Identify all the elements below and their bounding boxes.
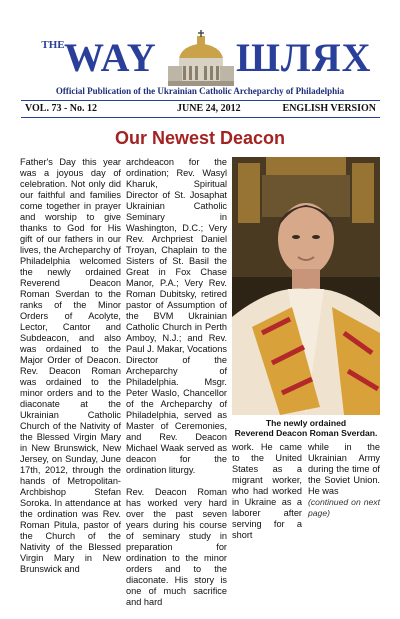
caption-line: Reverend Deacon Roman Sverdan. <box>234 428 378 438</box>
article-headline: Our Newest Deacon <box>114 128 286 148</box>
edition-version: ENGLISH VERSION <box>282 103 376 114</box>
article-paragraph: archdeacon for the ordination; Rev. Wasyl Kharuk, Spiritual Director of St. Josaphat Ukrainian Catholic Seminary in Washington, D.C.; Very Rev. Archpriest Daniel Troyan, Chaplain to the Sisters of St. Basil the Great in Fox Chase Manor, P.A.; Very Rev. Roman Dubitsky, retired pastor of Assumption of the BVM Ukrainian Catholic Church in Perth Amboy, N.J.; and Rev. Paul J. Makar, Vocations Director of the Archeparchy of Philadelphia. Msgr. Peter Waslo, Chancellor of the Archeparchy of Philadelphia, served as Master of Ceremonies, and Rev. Deacon Michael Waak served as deacon for the ordination liturgy. <box>126 157 227 475</box>
article-column-3 <box>232 442 302 541</box>
article-column-2 <box>126 157 227 619</box>
article-paragraph: while in the Ukrainian Army during the time of the Soviet Union. He was <box>308 442 380 496</box>
masthead-title-english: WAY <box>64 35 157 80</box>
issue-info-bar <box>21 100 380 118</box>
volume-number: VOL. 73 - No. 12 <box>25 103 98 114</box>
article-column-4 <box>308 442 380 519</box>
caption-line: The newly ordained <box>265 418 347 428</box>
article-column-1 <box>20 157 121 586</box>
deacon-portrait-photo <box>232 157 380 415</box>
masthead-title-ukrainian: ШЛЯХ <box>236 35 372 80</box>
issue-date: JUNE 24, 2012 <box>177 103 241 114</box>
article-paragraph: Rev. Deacon Roman has worked very hard over the past seven years during his course of seminary study in preparation for ordination to the minor orders and to the diaconate. His story is one of much sacrifice and hard <box>126 487 227 607</box>
article-paragraph: Father's Day this year was a joyous day of celebration. Not only did our faithful and families come together in prayer and worship to give thanks to God for His gift of our fathers in our lives, the Archeparchy of Philadelphia welcomed the newly ordained Reverend Deacon Roman Sverdan to the ranks of the Minor Orders of Acolyte, Lector, Cantor and Subdeacon, and also was ordained to the Major Order of Deacon. Rev. Deacon Roman was ordained to the minor orders and to the diaconate at the Ukrainian Catholic Church of the Nativity of the Blessed Virgin Mary in New Brunswick, New Jersey, on Sunday, June 17th, 2012, through the hands of Metropolitan-Archbishop Stefan Soroka. In attendance at the ordination was Rev. Roman Pitula, pastor of the Church of the Nativity of the Blessed Virgin Mary in New Brunswick and <box>20 157 121 574</box>
article-paragraph: work. He came to the United States as a migrant worker, who had worked in Ukraine as a laborer after serving for a short <box>232 442 302 540</box>
masthead <box>0 0 400 88</box>
continued-note: (continued on next page) <box>308 497 380 518</box>
photo-caption <box>232 418 380 438</box>
cathedral-dome-icon <box>168 30 234 86</box>
the-monogram: THE <box>41 39 65 51</box>
masthead-subtitle: Official Publication of the Ukrainian Catholic Archeparchy of Philadelphia <box>55 86 345 96</box>
